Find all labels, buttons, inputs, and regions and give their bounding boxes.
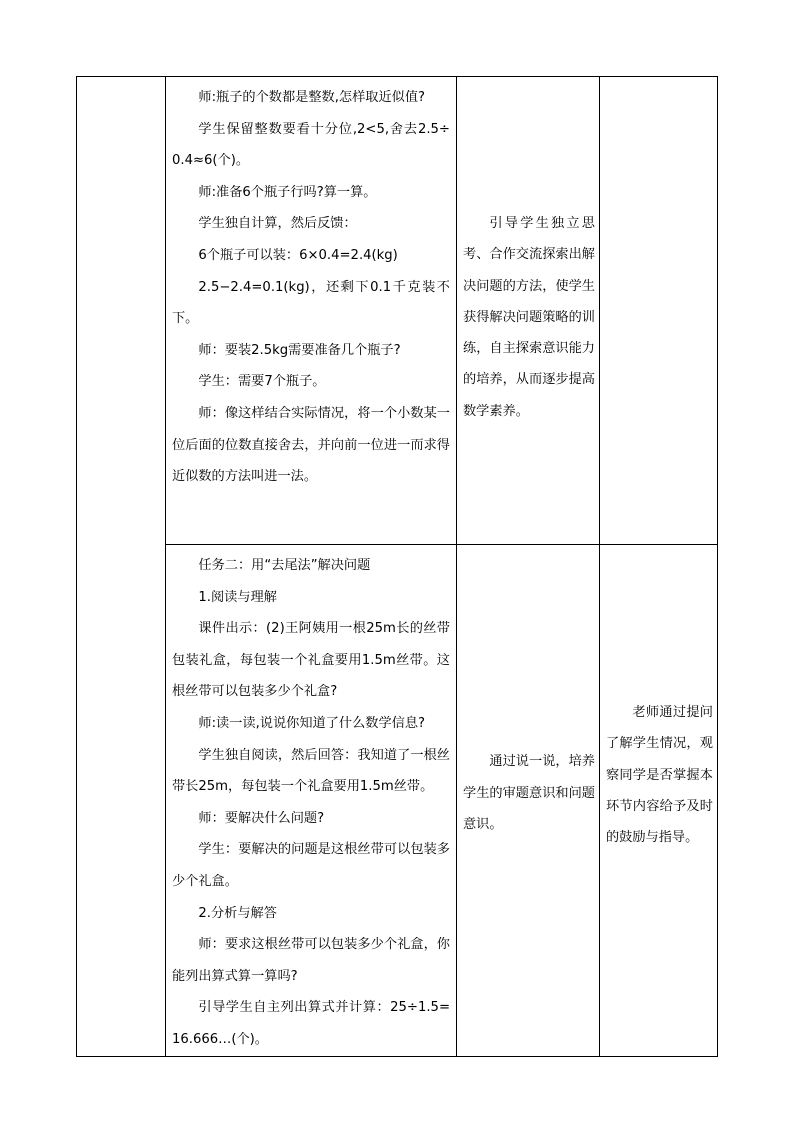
table-row	[77, 545, 718, 1057]
teaching-process-cell	[166, 77, 457, 545]
design-intent-cell	[457, 77, 600, 545]
process-line: 师：像这样结合实际情况，将一个小数某一位后面的位数直接舍去，并向前一位进一而求得近似数的方法叫进一法。	[172, 405, 450, 485]
process-line: 学生独自计算，然后反馈：	[198, 216, 357, 232]
process-line: 课件出示：(2)王阿姨用一根25m长的丝带包装礼盒，每包装一个礼盒要用1.5m丝带。这根丝带可以包装多少个礼盒?	[172, 621, 450, 700]
stage-cell	[77, 77, 166, 1057]
lesson-plan-table	[76, 76, 718, 1057]
process-line: 师:读一读,说说你知道了什么数学信息?	[198, 715, 426, 731]
process-line: 学生：要解决的问题是这根丝带可以包装多少个礼盒。	[172, 842, 450, 889]
process-line: 师:瓶子的个数都是整数,怎样取近似值?	[198, 90, 426, 105]
process-line: 引导学生自主列出算式并计算：25÷1.5=16.666…(个)。	[172, 1000, 450, 1047]
evaluation-text: 老师通过提问了解学生情况，观察同学是否掌握本环节内容给予及时的鼓励与指导。	[606, 705, 713, 846]
process-line: 师：要求这根丝带可以包装多少个礼盒，你能列出算式算一算吗?	[172, 937, 450, 984]
process-line: 师：要解决什么问题?	[198, 810, 325, 826]
evaluation-cell	[600, 545, 718, 1057]
process-line: 2.5−2.4=0.1(kg)，还剩下0.1千克装不下。	[172, 279, 450, 327]
process-line: 学生独自阅读，然后回答：我知道了一根丝带长25m，每包装一个礼盒要用1.5m丝带。	[172, 747, 450, 795]
process-line: 1.阅读与理解	[198, 589, 277, 605]
design-intent-text: 引导学生独立思考、合作交流探索出解决问题的方法，使学生获得解决问题策略的训练，自主探索意识能力的培养，从而逐步提高数学素养。	[463, 216, 595, 419]
design-intent-text: 通过说一说，培养学生的审题意识和问题意识。	[463, 754, 595, 832]
design-intent-cell	[457, 545, 600, 1057]
evaluation-cell	[600, 77, 718, 545]
process-line: 2.分析与解答	[198, 905, 277, 921]
process-line: 师：要装2.5kg需要准备几个瓶子?	[198, 342, 401, 358]
process-line: 学生：需要7个瓶子。	[198, 374, 326, 390]
table-row	[77, 77, 718, 545]
process-line: 任务二：用“去尾法”解决问题	[198, 558, 371, 573]
process-line: 师:准备6个瓶子行吗?算一算。	[198, 184, 377, 200]
process-line: 6个瓶子可以装：6×0.4=2.4(kg)	[198, 247, 398, 263]
process-line: 学生保留整数要看十分位,2<5,舍去2.5÷0.4≈6(个)。	[172, 121, 450, 169]
teaching-process-cell	[166, 545, 457, 1057]
